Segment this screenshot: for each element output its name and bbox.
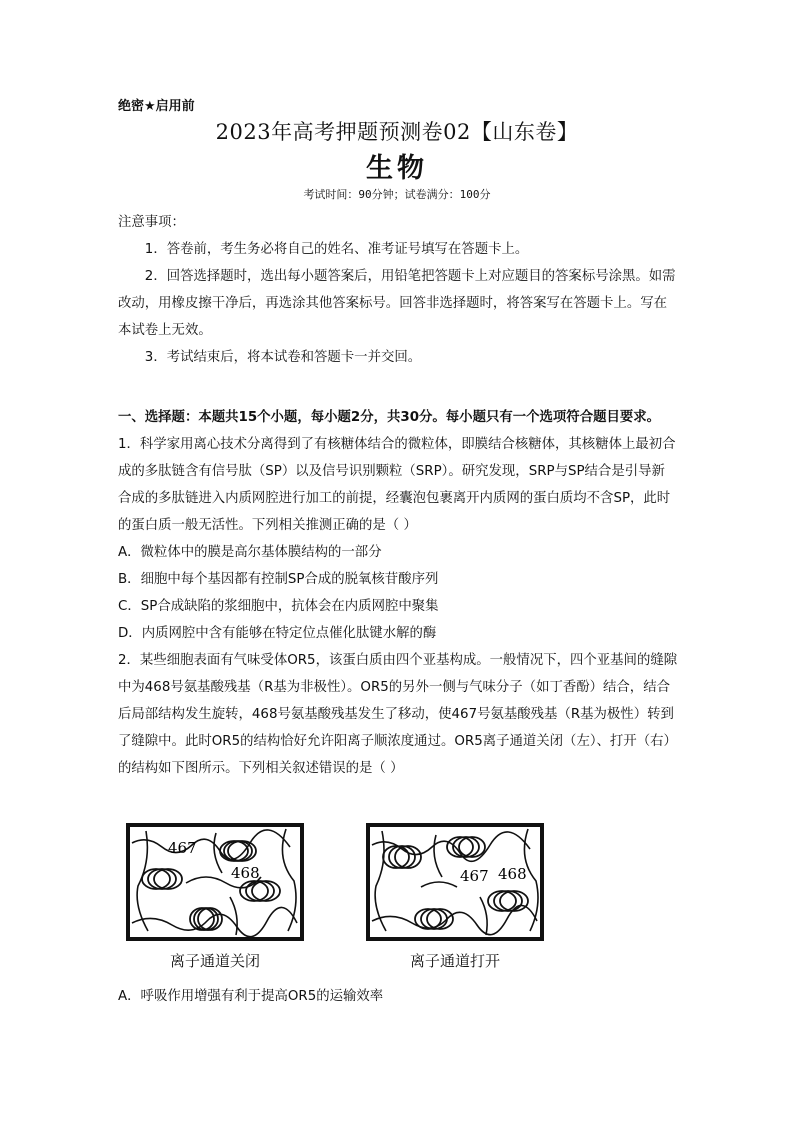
secret-label: 绝密★启用前 [118,99,195,114]
q1-option-b: B．细胞中每个基因都有控制SP合成的脱氧核苷酸序列 [118,572,439,587]
label-468-right: 468 [498,865,527,883]
q1-option-c: C．SP合成缺陷的浆细胞中，抗体会在内质网腔中聚集 [118,599,439,614]
q1-option-d: D．内质网腔中含有能够在特定位点催化肽键水解的酶 [118,626,437,641]
label-467-right: 467 [460,867,489,885]
notes-block [118,209,678,371]
figure-channel-open [366,823,544,941]
q1-option-a: A．微粒体中的膜是高尔基体膜结构的一部分 [118,545,382,560]
caption-channel-open: 离子通道打开 [409,952,500,970]
section-1-block [118,404,678,782]
notes-item-2: 2．回答选择题时，选出每小题答案后，用铅笔把答题卡上对应题目的答案标号涂黑。如需改动，用橡皮擦干净后，再选涂其他答案标号。回答非选择题时，将答案写在答题卡上。写在本试卷上无效。 [118,269,676,338]
q2-stem: 2．某些细胞表面有气味受体OR5，该蛋白质由四个亚基构成。一般情况下，四个亚基间的缝隙中为468号氨基酸残基（R基为非极性）。OR5的另外一侧与气味分子（如丁香酚）结合，结合后局部结构发生旋转，468号氨基酸残基发生了移动，使467号氨基酸残基（R基为极性）转到了缝隙中。此时OR5的结构恰好允许阳离子顺浓度通过。OR5离子通道关闭（左）、打开（右）的结构如下图所示。下列相关叙述错误的是（ ） [118,653,678,776]
notes-item-1: 1．答卷前，考生务必将自己的姓名、准考证号填写在答题卡上。 [144,242,529,257]
label-467-left: 467 [168,839,197,857]
q1-stem: 1．科学家用离心技术分离得到了有核糖体结合的微粒体，即膜结合核糖体，其核糖体上最初合成的多肽链含有信号肽（SP）以及信号识别颗粒（SRP）。研究发现，SRP与SP结合是引导新合成的多肽链进入内质网腔进行加工的前提，经囊泡包裹离开内质网的蛋白质均不含SP，此时的蛋白质一般无活性。下列相关推测正确的是（ ） [118,437,676,533]
q2-options-block [118,983,678,1010]
channel-closed-diagram [126,823,304,941]
channel-open-diagram [366,823,544,941]
label-468-left: 468 [231,864,260,882]
notes-item-3: 3．考试结束后，将本试卷和答题卡一并交回。 [144,350,422,365]
figure-channel-closed [126,823,304,941]
notes-heading: 注意事项： [118,215,185,230]
subject-title: 生物 [366,153,428,184]
exam-info: 考试时间：90分钟；试卷满分：100分 [303,188,491,201]
q2-option-a: A．呼吸作用增强有利于提高OR5的运输效率 [118,989,384,1004]
caption-channel-closed: 离子通道关闭 [169,952,260,970]
section-1-heading: 一、选择题：本题共15个小题，每小题2分，共30分。每小题只有一个选项符合题目要求。 [118,410,661,425]
exam-title: 2023年高考押题预测卷02【山东卷】 [215,120,579,144]
